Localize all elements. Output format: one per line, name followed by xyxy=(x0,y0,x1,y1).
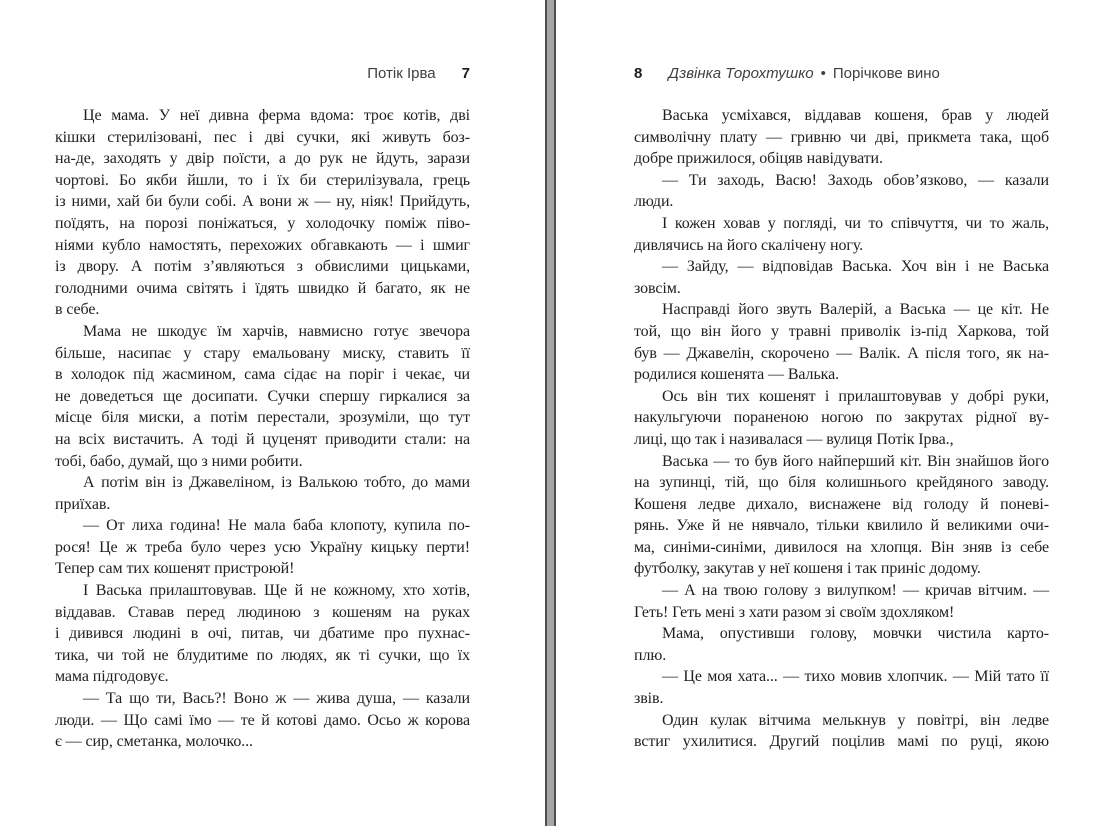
text-line: Васька усміхався, віддавав кошеня, брав у людей xyxy=(662,107,1049,124)
text-line: в себе. xyxy=(55,301,100,319)
text-line: накульгуючи пораненою ногою по закрутах рідної ву- xyxy=(634,409,1049,427)
running-header-right xyxy=(634,64,1049,84)
text-line: кішки стерилізовані, пес і дві сучки, які живуть боз- xyxy=(55,128,470,146)
text-line: і дивився людині в очі, питав, чи дбатиме про пухнас- xyxy=(55,625,470,643)
text-line: Мама, опустивши голову, мовчки чистила карто- xyxy=(662,625,1049,643)
text-line: люди. xyxy=(634,193,674,211)
text-line: той, що він його у травні приволік із-під Харкова, той xyxy=(634,322,1049,340)
text-line: дивлячись на його скалічену ногу. xyxy=(634,236,864,254)
text-line: звів. xyxy=(634,690,664,708)
text-line: був — Джавелін, скорочено — Валік. А після того, як на- xyxy=(634,344,1049,362)
running-title: Потік Ірва xyxy=(367,65,436,82)
bullet-separator: • xyxy=(820,65,826,82)
text-line: приїхав. xyxy=(55,495,111,513)
text-line: І Васька прилаштовував. Ще й не кожному, хто хотів, xyxy=(83,582,470,600)
running-title-right xyxy=(668,64,940,84)
text-line: — Зайду, — відповідав Васька. Хоч він і не Васька xyxy=(662,258,1049,276)
text-line: лиці, що так і називалася — вулиця Потік Ірва., xyxy=(634,430,954,448)
text-line: є — сир, сметанка, молочко... xyxy=(55,733,253,751)
text-line: більше, насипає у стару емальовану миску, ставить її xyxy=(55,344,470,362)
text-line: на-де, заходять у двір поїсти, а до рук не йдуть, зарази xyxy=(55,150,470,168)
text-line: Кошеня ледве дихало, виснажене від голоду й поневі- xyxy=(634,495,1049,513)
text-line: Насправді його звуть Валерій, а Васька — це кіт. Не xyxy=(662,301,1049,319)
text-line: зовсім. xyxy=(634,279,681,297)
text-line: місце біля миски, а потім перестали, зрозуміли, що тут xyxy=(55,409,470,427)
text-line: — Ти заходь, Васю! Заходь обов’язково, — казали xyxy=(662,171,1049,189)
text-line: тобі, бабо, думай, що з ними робити. xyxy=(55,452,303,470)
text-line: люди. — Що самі їмо — те й котові дамо. Осьо ж корова xyxy=(55,711,470,729)
text-line: Геть! Геть мені з хати разом зі своїм здохляком! xyxy=(634,603,955,621)
text-line: мама підгодовує. xyxy=(55,668,169,686)
author-name: Дзвінка Торохтушко xyxy=(668,65,814,82)
page-right xyxy=(634,64,1049,753)
text-line: із двору. А потім з’являються з обвислими цицьками, xyxy=(55,258,470,276)
text-line: не доведеться ще досипати. Сучки спершу гиркалися за xyxy=(55,387,470,405)
text-line: Тепер сам тих кошенят пристроюй! xyxy=(55,560,295,578)
text-line: — Це моя хата... — тихо мовив хлопчик. — Мій тато її xyxy=(662,668,1049,686)
text-line: І кожен ховав у погляді, чи то співчуття, чи то жаль, xyxy=(662,214,1049,232)
text-line: Ось він тих кошенят і прилаштовував у добрі руки, xyxy=(662,387,1049,405)
running-header-left xyxy=(55,64,470,84)
page-number-right: 8 xyxy=(634,65,643,82)
text-column-right xyxy=(634,105,1049,753)
text-line: — От лиха година! Не мала баба клопоту, купила по- xyxy=(83,517,470,535)
text-line: символічну плату — гривню чи дві, прикмета така, щоб xyxy=(634,128,1049,146)
book-spine-divider xyxy=(545,0,556,826)
text-line: — Та що ти, Вась?! Воно ж — жива душа, — казали xyxy=(83,690,470,708)
text-line: чортові. Бо якби йшли, то і їх би стерилізувала, грець xyxy=(55,171,470,189)
text-line: із ними, хай би були собі. А вони ж — ну, ніяк! Прийдуть, xyxy=(55,193,470,211)
text-line: на зупинці, тій, що біля колишнього крейдяного заводу. xyxy=(634,474,1049,492)
page-left xyxy=(55,64,470,753)
text-line: плю. xyxy=(634,646,667,664)
text-line: рося! Це ж треба було через усю Україну кицьку перти! xyxy=(55,538,470,556)
text-line: Це мама. У неї дивна ферма вдома: троє котів, дві xyxy=(83,107,470,124)
text-line: поїдять, на порозі поніжаться, у холодочку поміж піво- xyxy=(55,214,470,232)
text-line: добре прижилося, обіцяв навідувати. xyxy=(634,150,883,168)
text-line: на всіх вистачить. А тоді й цуценят приводити стали: на xyxy=(55,430,470,448)
text-line: футболку, закутав у неї кошеня і так приніс додому. xyxy=(634,560,981,578)
text-line: рянь. Уже й не нявчало, тільки квилило й великими очи- xyxy=(634,517,1049,535)
text-line: голодними очима світять і їдять швидко й багато, як не xyxy=(55,279,470,297)
text-line: — А на твою голову з вилупком! — кричав вітчим. — xyxy=(662,582,1049,600)
text-line: ма, синіми-синіми, дивилося на хлопця. Він зняв із себе xyxy=(634,538,1049,556)
text-line: А потім він із Джавеліном, із Валькою тобто, до мами xyxy=(83,474,470,492)
book-title: Порічкове вино xyxy=(832,65,940,82)
text-line: встиг ухилитися. Другий поцілив мамі по руці, якою xyxy=(634,733,1049,751)
text-line: родилися кошенята — Валька. xyxy=(634,366,839,384)
text-line: ніями кубло намостять, перехожих обгавкають — і шмиг xyxy=(55,236,470,254)
text-column-left xyxy=(55,105,470,753)
text-line: тика, чи той не блудитиме по людях, як ті сучки, що їх xyxy=(55,646,470,664)
text-line: Один кулак вітчима мелькнув у повітрі, він ледве xyxy=(662,711,1049,729)
text-line: Васька — то був його найперший кіт. Він знайшов його xyxy=(662,452,1049,470)
text-line: віддавав. Ставав перед людиною з кошеням на руках xyxy=(55,603,470,621)
text-line: в холодок під жасмином, сама сідає на поріг і чекає, чи xyxy=(55,366,470,384)
page-number-left: 7 xyxy=(461,65,470,82)
text-line: Мама не шкодує їм харчів, навмисно готує звечора xyxy=(83,322,470,340)
